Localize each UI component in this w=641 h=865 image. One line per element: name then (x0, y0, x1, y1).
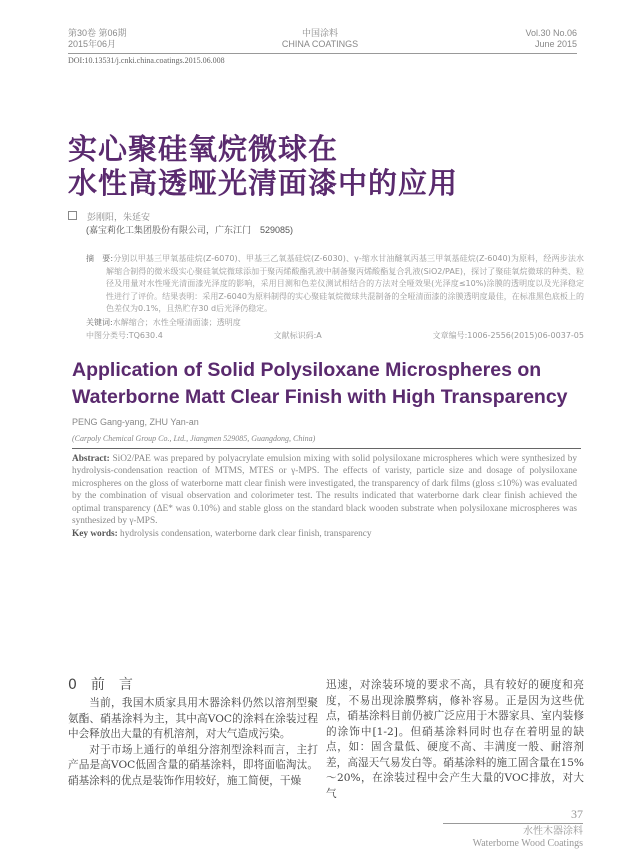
cn-keywords (86, 317, 584, 330)
cn-abstract (86, 253, 584, 316)
en-keywords (72, 528, 577, 541)
doi: DOI:10.13531/j.cnki.china.coatings.2015.06.008 (68, 56, 225, 65)
paragraph: 对于市场上通行的单组分溶剂型涂料而言，主打产品是高VOC低固含量的硝基涂料，即将面临淘汰。硝基涂料的优点是装饰作用较好，施工简便，干燥 (68, 743, 318, 787)
header-left (68, 28, 127, 50)
cn-authors-block (68, 211, 584, 237)
right-column (326, 678, 584, 802)
cn-title (68, 132, 584, 200)
en-title (68, 357, 584, 411)
en-abstract (72, 453, 577, 528)
footer-section-en: Waterborne Wood Coatings (472, 838, 583, 849)
volume-issue-cn: 第30卷 第06期 (68, 28, 127, 38)
classification-line (86, 330, 584, 343)
en-abstract-text: SiO2/PAE was prepared by polyacrylate emulsion mixing with solid polysiloxane microspheres which were synthesized by hydrolysis-condensation reaction of MTMS, MTES or γ-MPS. The effects of varisty, particle size and dosage of polysiloxane microspheres on the gloss of waterborne matt clear finish were investigated, the transparency of dark films (gloss ≤10%) was evaluated by the combination of visual observation and colorimeter test. The results indicated that waterborne dark clear finish achieved the optimal transparency (ΔE* was 0.10%) and stable gloss on the standard black wooden substrate when polysiloxane microspheres was synthesized by γ-MPS. (72, 453, 578, 526)
cn-keywords-text: 水解缩合；水性全哑清面漆；透明度 (112, 317, 241, 327)
left-column-text (68, 696, 318, 789)
page-number: 37 (571, 807, 583, 821)
en-title-line2: Waterborne Matt Clear Finish with High Transparency (72, 385, 568, 408)
footer-section (443, 826, 583, 850)
cn-abstract-block (68, 253, 584, 343)
document-code: 文献标识码:A (273, 331, 322, 340)
paragraph: 迅速，对涂装环境的要求不高，具有较好的硬度和亮度，不易出现涂膜弊病，修补容易。正是因为这些优点，硝基涂料目前仍被广泛应用于木器家具、室内装修的涂饰中[1-2]。但硝基涂料同时也存在着明显的缺点，如：固含量低、硬度不高、丰满度一般、耐溶剂差，高湿天气易发白等。硝基涂料的施工固含量在15%～20%，在涂装过程中会产生大量的VOC排放，对大气 (326, 679, 584, 800)
header-right (525, 28, 577, 50)
cn-abstract-label: 摘 要: (86, 254, 114, 263)
cn-abstract-text: 分别以甲基三甲氧基硅烷(Z-6070)、甲基三乙氧基硅烷(Z-6030)、γ-缩水甘油醚氧丙基三甲氧基硅烷(Z-6040)为原料，经两步法水解缩合制得的微米级实心聚硅氧烷微球添加于聚丙烯酸酯乳液中制备聚丙烯酸酯复合乳液(SiO2/PAE)，探讨了聚硅氧烷微球的种类、粒径及用量对水性哑光清面漆光泽度的影响，采用目测和色差仪测试相结合的方法对全哑效果(光泽度≤10%)涂膜的透明度以及光泽稳定性进行了评价。结果表明：采用Z-6040为原料制得的实心聚硅氧烷微球共混制备的全哑清面漆的涂膜透明度最佳，在标准黑色底板上的色差仅为0.1%，且热贮存30 d后光泽仍稳定。 (106, 254, 584, 313)
cn-title-line2: 水性高透哑光清面漆中的应用 (68, 166, 459, 200)
date-cn: 2015年06月 (68, 39, 117, 49)
volume-issue-en: Vol.30 No.06 (525, 28, 577, 38)
footer-section-cn: 水性木器涂料 (523, 826, 583, 837)
square-bullet-icon (68, 211, 77, 220)
footer (443, 808, 583, 850)
section-heading: 0 前 言 (68, 677, 133, 693)
class-number: 中图分类号:TQ630.4 (86, 331, 163, 340)
cn-authors: 彭刚阳，朱延安 (87, 212, 151, 222)
paragraph: 当前，我国木质家具用木器涂料仍然以溶剂型聚氨酯、硝基涂料为主，其中高VOC的涂料在涂装过程中会释放出大量的有机溶剂，对大气造成污染。 (68, 697, 318, 740)
cn-affiliation: (嘉宝莉化工集团股份有限公司，广东江门 529085) (86, 225, 294, 235)
left-column (68, 676, 318, 789)
header-rule (68, 53, 577, 54)
cn-title-line1: 实心聚硅氧烷微球在 (68, 132, 339, 166)
footer-rule (443, 823, 583, 824)
en-front-block (68, 416, 577, 541)
article-number: 文章编号:1006-2556(2015)06-0037-05 (432, 331, 584, 340)
front-matter (68, 132, 584, 540)
journal-name-cn: 中国涂料 (301, 28, 338, 38)
journal-name-en: CHINA COATINGS (281, 39, 359, 49)
cn-keywords-label: 关键词: (86, 317, 113, 327)
en-abstract-label: Abstract: (72, 453, 110, 464)
header-center (260, 28, 380, 50)
en-title-line1: Application of Solid Polysiloxane Microspheres on (72, 358, 542, 381)
en-abstract-rule (72, 448, 581, 449)
en-keywords-text: hydrolysis condensation, waterborne dark clear finish, transparency (120, 528, 372, 539)
en-keywords-label: Key words: (72, 528, 118, 539)
en-affiliation: (Carpoly Chemical Group Co., Ltd., Jiangmen 529085, Guangdong, China) (72, 433, 316, 443)
en-authors: PENG Gang-yang, ZHU Yan-an (72, 416, 199, 427)
date-en: June 2015 (534, 39, 577, 49)
